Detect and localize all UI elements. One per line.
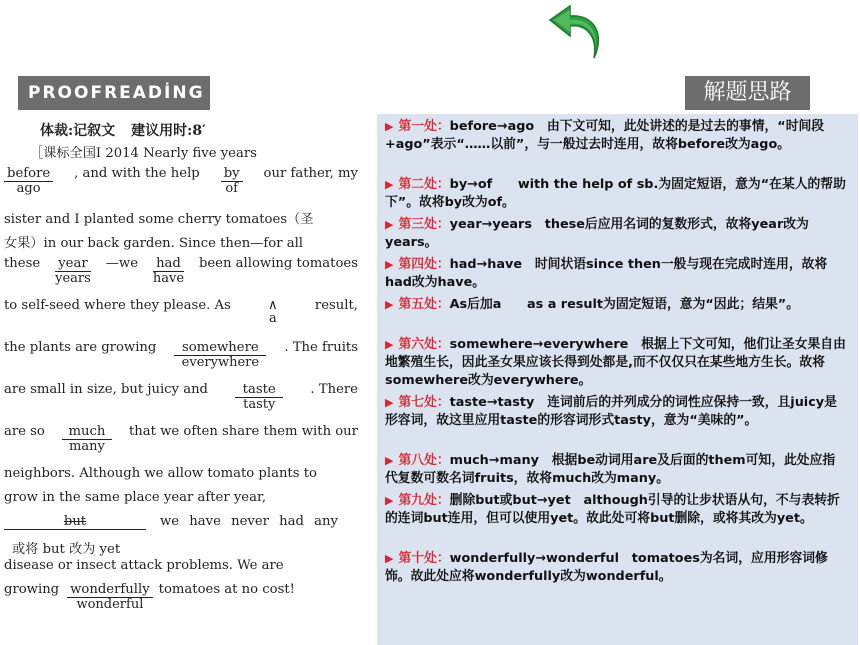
- passage-line-12: but we have never had any: [4, 514, 358, 530]
- analysis-banner: 解题思路: [685, 76, 810, 110]
- bullet-triangle-icon: ▶: [385, 494, 394, 507]
- bullet-triangle-icon: ▶: [385, 338, 394, 351]
- error-had: had have: [152, 256, 185, 286]
- bullet-triangle-icon: ▶: [385, 218, 394, 231]
- error-by: by of: [221, 166, 243, 182]
- passage-line-13: disease or insect attack problems. We are: [4, 558, 284, 573]
- insert-caret: ∧ a: [268, 298, 278, 326]
- analysis-item-1: ▶ 第一处：before→ago 由下文可知，此处讲述的是过去的事情，“时间段+ago”表示“……以前”，与一般过去时连用，故将before改为ago。: [385, 119, 825, 152]
- time-label: 建议用时:8′: [131, 123, 206, 139]
- curved-arrow-back-icon: [546, 4, 608, 62]
- analysis-panel: [377, 114, 858, 645]
- error-before: before ago: [4, 166, 53, 182]
- but-correction-note: 或将 but 改为 yet: [12, 542, 121, 557]
- analysis-item-9: ▶ 第九处：删除but或but→yet although引导的让步状语从句，不与表转折的连词but连用，但可以使用yet。故此处可将but删除，或将其改为yet。: [385, 493, 840, 526]
- passage-line-11: grow in the same place year after year,: [4, 490, 267, 505]
- error-taste: taste tasty: [235, 382, 283, 398]
- analysis-item-2: ▶ 第二处：by→of with the help of sb.为固定短语，意为“在某人的帮助下”。故将by改为of。: [385, 177, 846, 210]
- passage-line-4: 女果）in our back garden. Since then—for all: [4, 236, 304, 251]
- passage-line-7: the plants are growing somewhere everywhere . The fruits: [4, 340, 358, 370]
- bullet-triangle-icon: ▶: [385, 120, 394, 133]
- bullet-triangle-icon: ▶: [385, 258, 394, 271]
- bullet-triangle-icon: ▶: [385, 178, 394, 191]
- analysis-item-6: ▶ 第六处：somewhere→everywhere 根据上下文可知，他们让圣女果自由地繁殖生长，因此圣女果应该长得到处都是,而不仅仅只在某些地方生长。故将somewhere改为everywhere。: [385, 337, 846, 388]
- proofreading-banner: PROOFREADİNG 2: [18, 76, 210, 110]
- genre-label: 体裁:记叙文: [40, 123, 116, 139]
- analysis-item-7: ▶ 第七处：taste→tasty 连词前后的并列成分的词性应保持一致，且juicy是形容词，故这里应用taste的形容词形式tasty，意为“美味的”。: [385, 395, 837, 428]
- passage-line-5: these year years —we had have been allowing tomatoes: [4, 256, 358, 286]
- passage-line-9: are so much many that we often share them with our: [4, 424, 358, 454]
- analysis-item-8: ▶ 第八处：much→many 根据be动词用are及后面的them可知，此处应指代复数可数名词fruits，故将much改为many。: [385, 453, 836, 486]
- passage-panel: [0, 112, 366, 645]
- passage-line-2: before ago , and with the help by of our father, my: [4, 166, 358, 182]
- analysis-item-4: ▶ 第四处：had→have 时间状语since then一般与现在完成时连用，故将had改为have。: [385, 257, 828, 290]
- error-wonderfully: wonderfully wonderful: [67, 582, 153, 598]
- error-year: year years: [55, 256, 91, 286]
- passage-line-3: sister and I planted some cherry tomatoes（圣: [4, 212, 314, 227]
- bullet-triangle-icon: ▶: [385, 396, 394, 409]
- bullet-triangle-icon: ▶: [385, 552, 394, 565]
- error-somewhere: somewhere everywhere: [174, 340, 266, 356]
- analysis-item-5: ▶ 第五处：As后加a as a result为固定短语，意为“因此；结果”。: [385, 297, 799, 312]
- error-but: but: [4, 514, 146, 530]
- analysis-item-3: ▶ 第三处：year→years these后应用名词的复数形式，故将year改为years。: [385, 217, 809, 250]
- bullet-triangle-icon: ▶: [385, 298, 394, 311]
- passage-line-8: are small in size, but juicy and taste tasty . There: [4, 382, 358, 412]
- passage-line-10: neighbors. Although we allow tomato plants to: [4, 466, 317, 481]
- analysis-item-10: ▶ 第十处：wonderfully→wonderful tomatoes为名词，应用形容词修饰。故此处应将wonderfully改为wonderful。: [385, 551, 828, 584]
- passage-line-6: to self-seed where they please. As ∧ a result,: [4, 298, 358, 326]
- error-much: much many: [62, 424, 112, 440]
- passage-line-1: ［课标全国Ⅰ 2014 Nearly five years: [30, 146, 257, 161]
- bullet-triangle-icon: ▶: [385, 454, 394, 467]
- back-button[interactable]: [546, 4, 608, 62]
- passage-line-14: growing wonderfully wonderful tomatoes at no cost!: [4, 582, 295, 612]
- passage-meta: [40, 120, 206, 140]
